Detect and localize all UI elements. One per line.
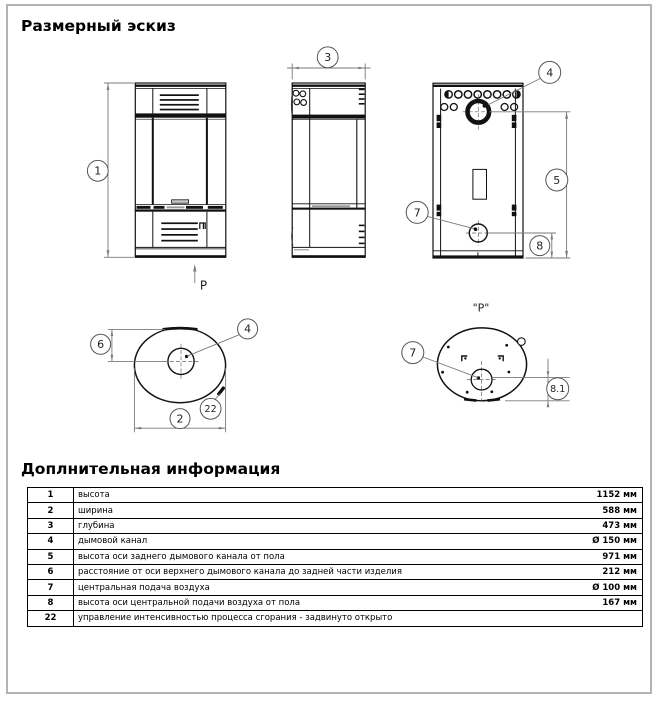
callout-22-label: 22	[204, 404, 217, 416]
dimension-8	[488, 233, 556, 258]
callout-4-top-label: 4	[244, 322, 252, 336]
row-description: глубина	[74, 518, 526, 533]
table-row	[28, 611, 643, 626]
p-arrow-label: P	[199, 278, 208, 293]
row-value: 212 мм	[525, 564, 643, 579]
row-id: 2	[28, 503, 74, 518]
row-id: 22	[28, 611, 74, 626]
row-description: расстояние от оси верхнего дымового канала до задней части изделия	[74, 564, 526, 579]
dimension-5	[490, 112, 571, 258]
row-description: высота	[74, 488, 526, 503]
row-id: 7	[28, 580, 74, 595]
callout-5-label: 5	[553, 173, 561, 187]
row-id: 3	[28, 518, 74, 533]
row-value: Ø 150 мм	[525, 534, 643, 549]
table-row	[28, 595, 643, 610]
control-lever	[217, 386, 226, 396]
callout-4-label: 4	[546, 66, 554, 80]
row-description: центральная подача воздуха	[74, 580, 526, 595]
info-table	[27, 487, 643, 627]
callout-8-1-label: 8.1	[550, 384, 566, 396]
row-value: 588 мм	[525, 503, 643, 518]
row-description: дымовой канал	[74, 534, 526, 549]
row-description: высота оси центральной подачи воздуха от пола	[74, 595, 526, 610]
callout-1-label: 1	[94, 164, 102, 178]
callout-8-label: 8	[536, 239, 544, 253]
door-handle	[172, 200, 189, 203]
row-id: 8	[28, 595, 74, 610]
back-view	[433, 83, 523, 258]
callout-7-bottom-label: 7	[409, 346, 417, 360]
table-row	[28, 564, 643, 579]
side-view	[291, 83, 365, 258]
table-row	[28, 549, 643, 564]
rear-slot	[473, 169, 487, 199]
ash-door-handle	[200, 223, 205, 229]
row-value: 167 мм	[525, 595, 643, 610]
row-description: ширина	[74, 503, 526, 518]
row-value: 473 мм	[525, 518, 643, 533]
table-row	[28, 503, 643, 518]
row-value: 971 мм	[525, 549, 643, 564]
table-row	[28, 580, 643, 595]
row-id: 5	[28, 549, 74, 564]
page-title: Размерный эскиз	[21, 17, 176, 35]
row-value: 1152 мм	[525, 488, 643, 503]
table-row	[28, 534, 643, 549]
callout-7-label: 7	[413, 206, 421, 220]
table-row	[28, 518, 643, 533]
hinge-pin	[293, 90, 299, 96]
dimension-3-depth	[287, 47, 370, 80]
info-section-title: Доплнительная информация	[21, 460, 281, 478]
row-value: Ø 100 мм	[525, 580, 643, 595]
row-id: 6	[28, 564, 74, 579]
row-value	[525, 611, 643, 626]
callout-3-label: 3	[324, 51, 332, 65]
row-description: высота оси заднего дымового канала от пола	[74, 549, 526, 564]
row-description: управление интенсивностью процесса сгорания - задвинуто открыто	[74, 611, 526, 626]
table-row	[28, 488, 643, 503]
p-view-title: "P"	[472, 301, 490, 315]
callout-7-back	[406, 201, 477, 230]
dimension-1-height	[87, 83, 134, 257]
callout-6-label: 6	[97, 338, 105, 352]
front-view	[135, 83, 226, 258]
bottom-view-p	[402, 302, 570, 408]
callout-2-label: 2	[176, 412, 184, 426]
row-id: 4	[28, 534, 74, 549]
top-view	[91, 319, 258, 432]
row-id: 1	[28, 488, 74, 503]
info-table-body	[28, 488, 643, 627]
p-view-arrow	[193, 264, 207, 293]
